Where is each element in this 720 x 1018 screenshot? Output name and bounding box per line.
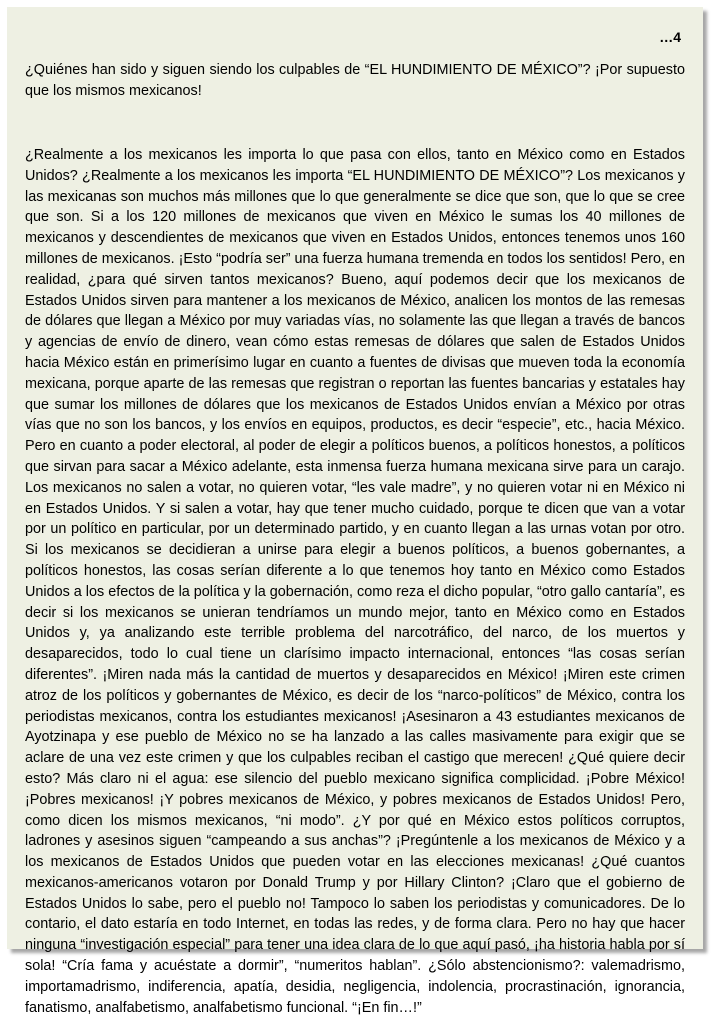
body-paragraph: ¿Realmente a los mexicanos les importa lo que pasa con ellos, tanto en México como en Estados Unidos? ¿Realmente a los mexicanos les importa “EL HUNDIMIENTO DE MÉXICO”? Los mexicanos y las mexicanas son muchos más millones que lo que generalmente se dice que son, que lo que se cree que son. Si a los 120 millones de mexicanos que viven en México le sumas los 40 millones de mexicanos y descendientes de mexicanos que viven en Estados Unidos, entonces tenemos unos 160 millones de mexicanos. ¡Esto “podría ser” una fuerza humana tremenda en todos los sentidos! Pero, en realidad, ¿para qué sirven tantos mexicanos? Bueno, aquí podemos decir que los mexicanos de Estados Unidos sirven para mantener a los mexicanos de México, analicen los montos de las remesas de dólares que llegan a México por muy variadas vías, no solamente las que llegan a través de bancos y agencias de envío de dinero, vean cómo estas remesas de dólares que salen de Estados Unidos hacia México están en primerísimo lugar en cuanto a fuentes de divisas que mueven toda la economía mexicana, porque aparte de las remesas que registran o reportan las fuentes bancarias y estatales hay que sumar los millones de dólares que los mexicanos de Estados Unidos envían a México por otras vías que no son los bancos, y los envíos en equipos, productos, es decir “especie”, etc., hacia México. Pero en cuanto a poder electoral, al poder de elegir a políticos buenos, a políticos honestos, a políticos que sirvan para sacar a México adelante, esta inmensa fuerza humana mexicana sirve para un carajo. Los mexicanos no salen a votar, no quieren votar, “les vale madre”, y no quieren votar ni en México ni en Estados Unidos. Y si salen a votar, hay que tener mucho cuidado, porque te dicen que van a votar por un político en particular, por un determinado partido, y en cuanto llegan a las urnas votan por otro. Si los mexicanos se decidieran a unirse para elegir a buenos políticos, a buenos gobernantes, a políticos honestos, las cosas serían diferente a lo que tenemos hoy tanto en México como Estados Unidos a los efectos de la política y la gobernación, como reza el dicho popular, “otro gallo cantaría”, es decir si los mexicanos se unieran tendríamos un mundo mejor, tanto en México como en Estados Unidos y, ya analizando este terrible problema del narcotráfico, del narco, de los muertos y desaparecidos, todo lo cual tiene un clarísimo impacto internacional, entonces “las cosas serían diferentes”. ¡Miren nada más la cantidad de muertos y desaparecidos en México! ¡Miren este crimen atroz de los políticos y gobernantes de México, es decir de los “narco-políticos” de México, contra los periodistas mexicanos, contra los estudiantes mexicanos! ¡Asesinaron a 43 estudiantes mexicanos de Ayotzinapa y ese pueblo de México no se ha lanzado a las calles masivamente para exigir que se aclare de una vez este crimen y que los culpables reciban el castigo que merecen! ¿Qué quiere decir esto? Más claro ni el agua: ese silencio del pueblo mexicano significa complicidad. ¡Pobre México! ¡Pobres mexicanos! ¡Y pobres mexicanos de México, y pobres mexicanos de Estados Unidos! Pero, como dicen los mismos mexicanos, “ni modo”. ¿Y por qué en México estos políticos corruptos, ladrones y asesinos siguen “campeando a sus anchas”? ¡Pregúntenle a los mexicanos de México y a los mexicanos de Estados Unidos que pueden votar en las elecciones mexicanas! ¿Qué cuantos mexicanos-americanos votaron por Donald Trump y por Hillary Clinton? ¡Claro que el gobierno de Estados Unidos lo sabe, pero el pueblo no! Tampoco lo saben los periodistas y comunicadores. De lo contario, el dato estaría en todo Internet, en todas las redes, y de forma clara. Pero no hay que hacer ninguna “investigación especial” para tener una idea clara de lo que aquí pasó, ¡ha historia habla por sí sola! “Cría fama y acuéstate a dormir”, “numeritos hablan”. ¿Sólo abstencionismo?: valemadrismo, importamadrismo, indiferencia, apatía, desidia, negligencia, indolencia, procrastinación, ignorancia, fanatismo, analfabetismo, analfabetismo funcional. “¡En fin…!” bbox=[25, 147, 685, 1016]
page-number: …4 bbox=[659, 29, 681, 45]
document-page bbox=[7, 7, 703, 1016]
intro-paragraph: ¿Quiénes han sido y siguen siendo los culpables de “EL HUNDIMIENTO DE MÉXICO”? ¡Por supuesto que los mismos mexicanos! bbox=[25, 62, 685, 99]
